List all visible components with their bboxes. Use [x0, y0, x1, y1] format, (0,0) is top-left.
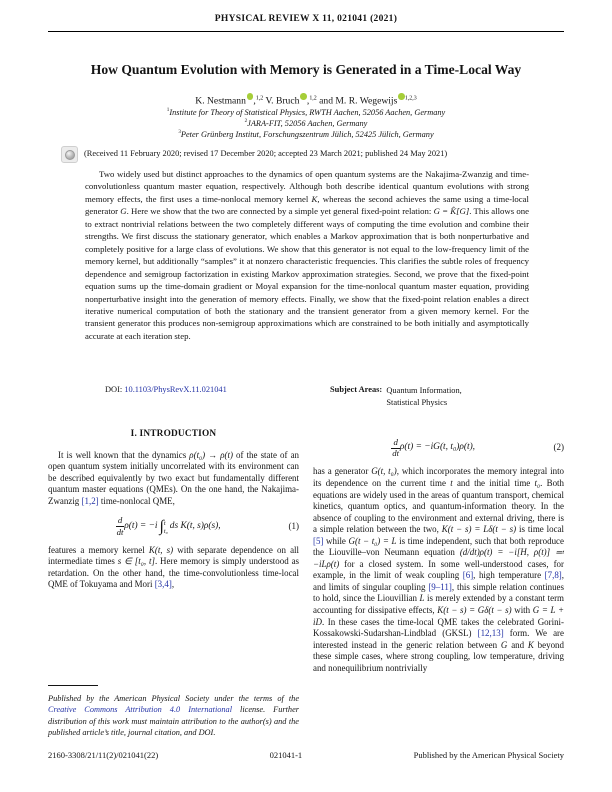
fraction-numerator: d: [117, 515, 123, 526]
text-segment: is time local: [516, 524, 564, 535]
text-segment: . Here memory is simply understood as retardation. On the other hand, the time-convolutionless time-local QME of Tokuyama and Mori: [48, 556, 300, 590]
text-segment: G = K̂[G]: [433, 206, 470, 217]
citation-link[interactable]: [3,4]: [154, 579, 172, 590]
text-segment: features a memory kernel: [48, 544, 149, 555]
text-segment: , whereas the second achieves the same using a time-local generator: [85, 193, 529, 217]
text-segment: beyond these simple cases, where strong coupling, low temperature, driving and nonequilibrium nontrivially: [313, 639, 564, 673]
text-segment: G: [120, 206, 127, 217]
text-segment: and the initial time: [452, 478, 535, 489]
text-segment: license. Further distribution of this work must maintain attribution to the author(s) and the published article’s title, journal citation, and DOI.: [48, 705, 299, 737]
intro-paragraph-1: [48, 450, 299, 508]
superscript-label: 1: [166, 107, 170, 114]
text-segment: is time independent, such that both reproduce the Liouville–von Neumann equation: [313, 535, 564, 558]
text-segment: V. Bruch: [263, 95, 300, 107]
license-footnote-text: [48, 693, 299, 738]
citation-link[interactable]: [5]: [313, 535, 324, 546]
equation-1-number: (1): [288, 520, 299, 531]
equation-2-rhs: ρ(t) = −iG(t, t₀)ρ(t),: [399, 442, 476, 453]
text-segment: with: [511, 605, 533, 616]
page-number: 021041-1: [269, 750, 303, 760]
citation-link[interactable]: [9–11]: [428, 581, 452, 592]
text-segment: ,: [253, 95, 256, 107]
text-segment: . Here we show that the two are connected by a simple yet general fixed-point relation:: [126, 206, 434, 217]
subject-areas-values: [386, 385, 461, 408]
citation-link[interactable]: [1,2]: [81, 495, 99, 506]
text-segment: and: [507, 639, 528, 650]
superscript-label: 1,2: [255, 95, 264, 102]
text-segment: s ∈ [t₀, t]: [117, 556, 155, 567]
fraction-denominator: dt: [392, 448, 400, 459]
superscript-label: 2: [244, 118, 248, 125]
text-segment: K(t, s): [148, 544, 174, 555]
affiliation-line: [48, 129, 564, 140]
text-segment: . This allows one to extract nontrivial relations between the two completely different ways of computing the time evolution and combine their strengths. We first discuss the stationary generator, which enables a Markov approximation that is both nonperturbative and completely positive for a large class of evolutions. We show that this generator is not equal to the low-frequency limit of the memory kernel, but additionally “samples” it at nonzero characteristic frequencies. This clarifies the subtle roles of frequency dependence and semigroup factorization in existing Markov approximation strategies. Second, we prove that the fixed-point equation sums up the time-domain gradient or Moyal expansion for the time-nonlocal quantum master equation, providing nonperturbative insight into the generation of memory effects. Finally, we show that the fixed-point relation enables a direct iterative numerical computation of both the stationary and the transient generator from a given memory kernel. For the transient generator this produces non-semigroup approximations which are constrained to be both initially and asymptotically accurate at each iteration step.: [85, 206, 529, 341]
equation-2-body: [391, 438, 475, 458]
text-segment: is merely extended by a constant term accounting for dissipative effects,: [313, 593, 565, 616]
text-segment: time-nonlocal QME,: [98, 495, 175, 506]
crossmark-icon[interactable]: [61, 146, 78, 163]
text-segment: for a closed system. In some well-understood cases, for example, in the limit of weak coupling: [313, 558, 564, 581]
equation-1-lhs: ρ(t) = −i: [124, 520, 158, 531]
text-segment: K: [311, 193, 318, 204]
text-segment: L: [419, 593, 425, 604]
text-segment: Institute for Theory of Statistical Physics, RWTH Aachen, 52056 Aachen, Germany: [169, 108, 446, 117]
affiliation-line: [48, 118, 564, 129]
received-line: (Received 11 February 2020; revised 17 December 2020; accepted 23 March 2021; published 24 May 2021): [84, 149, 448, 158]
text-segment: K(t − s) = Lδ(t − s): [441, 524, 517, 535]
intro-paragraph-2: [48, 545, 299, 591]
text-segment: G(t, t₀): [371, 466, 397, 477]
paper-title: How Quantum Evolution with Memory is Generated in a Time-Local Way: [90, 62, 522, 77]
issn-code: 2160-3308/21/11(2)/021041(22): [48, 750, 159, 760]
abstract: [85, 168, 529, 342]
citation-link[interactable]: [12,13]: [477, 628, 504, 639]
text-segment: , which incorporates the memory integral into its dependence on the current time: [313, 466, 565, 489]
subject-areas-label: Subject Areas:: [330, 385, 387, 394]
superscript-label: 1,2,3: [404, 95, 417, 102]
integral-icon: ∫: [159, 517, 164, 535]
text-segment: K. Nestmann: [195, 95, 246, 107]
affiliation-line: [48, 107, 564, 118]
left-column: [48, 424, 299, 738]
equation-2: [313, 438, 564, 458]
equation-1: [48, 516, 299, 536]
right-column: [313, 424, 564, 738]
text-segment: with separate dependence on all intermediate times: [48, 544, 300, 567]
page-footer: [48, 750, 564, 760]
footnote-rule: [48, 685, 98, 686]
text-segment: , this simple relation continues to hold, since the Liouvillian: [313, 581, 564, 604]
subject-area[interactable]: Statistical Physics: [386, 397, 448, 407]
text-segment: and M. R. Wegewijs: [316, 95, 398, 107]
text-segment: G(t − t₀) = L: [348, 535, 397, 546]
text-segment: t₀: [534, 478, 541, 489]
superscript-label: 3: [178, 129, 181, 136]
text-segment: . Both equations are widely used in the areas of quantum transport, chemical kinetics, quantum optics, and quantum-information theory. In the absence of coupling to the environment and external driving, there is a simple relation between the two,: [313, 478, 564, 535]
text-segment: ρ(t₀) → ρ(t): [189, 449, 233, 460]
text-segment: It is well known that the dynamics: [58, 449, 190, 460]
superscript-label: 1,2: [309, 95, 317, 102]
doi-label: DOI:: [105, 385, 125, 394]
subject-area[interactable]: Quantum Information,: [386, 386, 462, 395]
intro-paragraph-3: [313, 466, 564, 674]
text-segment: , and limits of singular coupling: [313, 570, 564, 592]
integral-upper-limit: t: [163, 520, 166, 528]
doi-block: [105, 385, 227, 394]
text-segment: of the state of an open quantum system initially uncorrelated with its environment can be described equivalently by two exact but fundamentally different quantum master equations (QMEs). On the one hand, the Nakajima-Zwanzig: [48, 449, 300, 506]
fraction-d-dt: [116, 516, 124, 536]
text-segment: ,: [306, 95, 310, 107]
citation-link[interactable]: Creative Commons Attribution 4.0 International: [48, 705, 232, 715]
affiliations: [48, 107, 564, 140]
text-segment: G: [500, 639, 508, 650]
authors-line: [48, 93, 564, 107]
text-segment: form. We are interested instead in the generic relation between: [313, 628, 564, 650]
equation-2-number: (2): [553, 442, 564, 453]
text-segment: (d/dt)ρ(t) = −i[H, ρ(t)] ≕ −iLρ(t): [313, 547, 564, 569]
text-segment: . In these cases the time-local QME takes the celebrated Gorini-Kossakowski-Sudarshan-Lindblad (GKSL): [313, 616, 564, 639]
license-footnote: [48, 685, 299, 738]
integral-lower-limit: t₀: [163, 527, 168, 535]
text-segment: K: [527, 639, 534, 650]
text-segment: t: [450, 478, 453, 489]
publisher-line: Published by the American Physical Society: [413, 750, 564, 760]
fraction-numerator: d: [393, 437, 398, 447]
fraction-denominator: dt: [116, 526, 124, 537]
text-segment: has a generator: [313, 466, 372, 477]
equation-1-rhs: ds K(t, s)ρ(s),: [169, 520, 221, 531]
journal-header: PHYSICAL REVIEW X 11, 021041 (2021): [48, 14, 564, 32]
citation-link[interactable]: [6]: [462, 570, 474, 581]
text-segment: Peter Grünberg Institut, Forschungszentrum Jülich, 52425 Jülich, Germany: [180, 130, 434, 139]
text-segment: Two widely used but distinct approaches to the dynamics of open quantum systems are the Nakajima-Zwanzig and time-convolutionless quantum master equation, respectively. Although both describe identical quantum evolutions with strong memory effects, the first uses a time-nonlocal memory kernel: [85, 169, 529, 204]
section-heading-introduction: I. INTRODUCTION: [130, 429, 217, 439]
integral-limits: [164, 520, 168, 534]
crossmark-dot-icon: [65, 150, 75, 160]
text-segment: Published by the American Physical Society under the terms of the: [48, 694, 299, 704]
doi-link[interactable]: 10.1103/PhysRevX.11.021041: [124, 385, 227, 394]
citation-link[interactable]: [7,8]: [544, 570, 562, 581]
text-segment: JARA-FIT, 52056 Aachen, Germany: [247, 119, 368, 128]
text-segment: K(t − s) = Gδ(t − s): [437, 605, 512, 616]
text-segment: , high temperature: [473, 570, 545, 581]
text-segment: ,: [171, 579, 175, 590]
subject-areas: [330, 385, 462, 408]
equation-1-body: [116, 516, 221, 536]
text-segment: G = L + iD: [313, 605, 565, 627]
fraction-d-dt: [391, 438, 399, 458]
body-columns: [48, 424, 564, 738]
text-segment: while: [323, 535, 349, 546]
